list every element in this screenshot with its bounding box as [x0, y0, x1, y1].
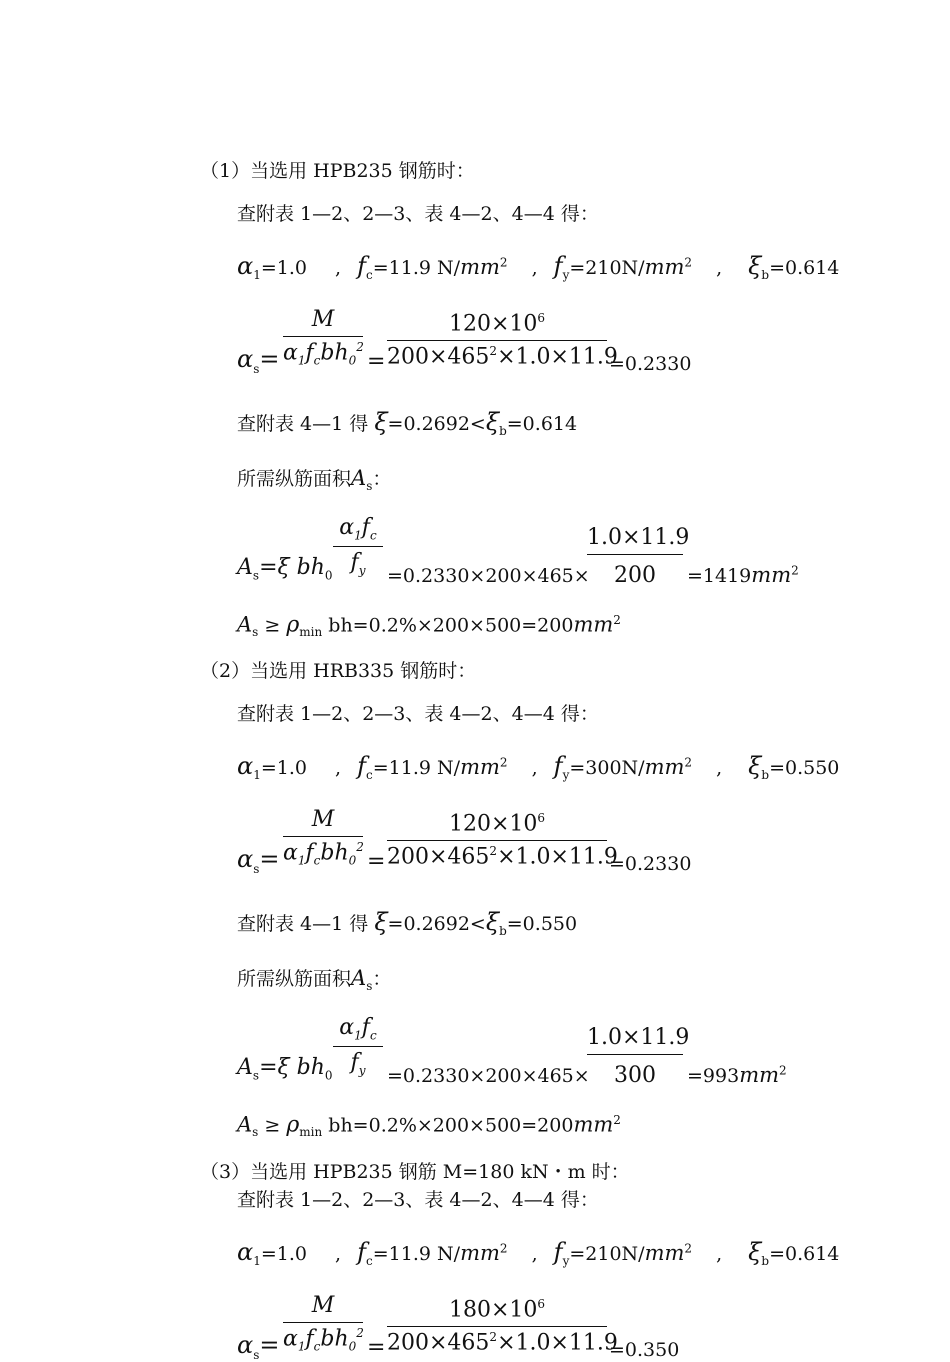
- alpha-s-den2b: ×1.0×11.9: [497, 844, 618, 870]
- as-result: =1419: [687, 565, 752, 587]
- alpha-s-den2: 200×465: [387, 844, 490, 870]
- alpha-s-num2: 180×10: [448, 1297, 538, 1323]
- area-colon: ：: [372, 968, 392, 990]
- as-den: 300: [614, 1063, 656, 1088]
- document-page: （1）当选用 HPB235 钢筋时： 查附表 1—2、2—3、表 4—2、4—4 得： $\alpha_1=1.0$ , $f_c=11.9$ $N/mm^2$ , $f_y=210N/mm^2$ , $\xi_b=0.614$ $\alpha_s=$ M $\alpha_1f_cbh_0^2$ = $120\times 10^6$ $200\times 465^2\times 1.0\times 11.9$ =0.2330 查附表 4—1 得 $\xi=0.2692<\xi_b=0.614$ 所需纵筋面积$A_s$： $A_s=\xi$ $bh_0$ $\alpha_1f_c$ $f_y$ =0.2330×200×465× $\frac{1.0\times 11.9}{200}$ $=1419mm^2$ $A_s \ge \rho_{min}$ $bh=0.2\%\times 200\times 500=200mm^2$ （2）当选用 HRB335 钢筋时： 查附表 1—2、2—3、表 4—2、4—4 得： $\alpha_1=1.0$ , $f_c=11.9$ $N/mm^2$ , $f_y=300N/mm^2$ , $\xi_b=0.550$ $\alpha_s=$ M $\alpha_1f_cbh_0^2$ = $120\times 10^6$ $200\times 465^2\times 1.0\times 11.9$ =0.2330 查附表 4—1 得 $\xi=0.2692<\xi_b=0.550$ 所需纵筋面积$A_s$： $A_s=\xi$ $bh_0$ $\alpha_1f_c$ $f_y$ =0.2330×200×465× $\frac{1.0\times 11.9}{300}$ $=993mm^2$ $A_s \ge \rho_{min}$ $bh=0.2\%\times 200\times 500=200mm^2$ （3）当选用 HPB235 钢筋 M=180 kN・m 时： 查附表 1—2、2—3、表 4—2、4—4 得： $\alpha_1=1.0$ , $f_c=11.9$ $N/mm^2$ , $f_y=210N/mm^2$ , $\xi_b=0.614$ $\alpha_s=$ M $\alpha_1f_cbh_0^2$ = $180\times 10^6$ $200\times 465^2\times 1.0\times 11.9$ =0.350: [200, 160, 840, 1362]
- xib-value: =0.614: [769, 257, 840, 279]
- section-3-heading: （3）当选用 HPB235 钢筋 M=180 kN・m 时：: [200, 1161, 630, 1183]
- alpha-s-num: M: [283, 807, 363, 837]
- fc-value: =11.9 N/: [372, 257, 461, 279]
- area-colon: ：: [372, 468, 392, 490]
- section-2-min-line: $A_s \ge \rho_{min}$ $bh=0.2\%\times 200\times 500=200mm^2$: [237, 1112, 621, 1140]
- section-2-xi-line: 查附表 4—1 得 $\xi=0.2692<\xi_b=0.550$: [237, 908, 578, 938]
- as-num: 1.0×11.9: [587, 525, 683, 555]
- alpha-s-num2: 120×10: [448, 811, 538, 837]
- alpha-s-den2: 200×465: [387, 1330, 490, 1356]
- alpha-s-result: =0.2330: [609, 353, 692, 375]
- xi-line-pre: 查附表 4—1 得: [237, 413, 369, 435]
- area-label-text: 所需纵筋面积: [237, 968, 352, 990]
- xi-line-mid: =0.2692<: [387, 413, 486, 435]
- alpha-s-num2: 120×10: [448, 311, 538, 337]
- xi-line-mid: =0.2692<: [387, 913, 486, 935]
- alpha-s-result: =0.350: [609, 1339, 680, 1361]
- alpha-s-num: M: [283, 1293, 363, 1323]
- fc-value: =11.9 N/: [372, 1243, 461, 1265]
- as-mid: =0.2330×200×465×: [387, 565, 590, 587]
- alpha-s-den2: 200×465: [387, 344, 490, 370]
- fy-value: =210N/: [569, 1243, 645, 1265]
- alpha-s-result: =0.2330: [609, 853, 692, 875]
- section-1-xi-line: 查附表 4—1 得 $\xi=0.2692<\xi_b=0.614$: [237, 408, 578, 438]
- min-unit: mm: [573, 1112, 614, 1137]
- section-2-lookup: 查附表 1—2、2—3、表 4—2、4—4 得：: [237, 703, 599, 725]
- as-unit: mm: [739, 1063, 780, 1087]
- fy-value: =300N/: [569, 757, 645, 779]
- alpha1-value: =1.0: [260, 757, 307, 779]
- xib-value: =0.550: [769, 757, 840, 779]
- as-mid: =0.2330×200×465×: [387, 1065, 590, 1087]
- fc-value: =11.9 N/: [372, 757, 461, 779]
- min-line-text: bh=0.2%×200×500=200: [328, 1114, 574, 1137]
- xi-line-post: =0.550: [506, 913, 578, 935]
- as-unit: mm: [751, 563, 792, 587]
- section-3-lookup: 查附表 1—2、2—3、表 4—2、4—4 得：: [237, 1189, 599, 1211]
- alpha1-value: =1.0: [260, 1243, 307, 1265]
- alpha1-value: =1.0: [260, 257, 307, 279]
- alpha-s-num: M: [283, 307, 363, 337]
- fy-unit: mm: [644, 1241, 685, 1265]
- fc-unit: mm: [460, 255, 500, 279]
- section-1-lookup: 查附表 1—2、2—3、表 4—2、4—4 得：: [237, 203, 599, 225]
- section-3-params: $\alpha_1=1.0$ , $f_c=11.9$ $N/mm^2$ , $f_y=210N/mm^2$ , $\xi_b=0.614$: [237, 1238, 840, 1268]
- fc-unit: mm: [460, 755, 500, 779]
- as-result: =993: [687, 1065, 740, 1087]
- min-unit: mm: [573, 612, 614, 637]
- section-2-heading: （2）当选用 HRB335 钢筋时：: [200, 660, 477, 682]
- alpha-s-den2b: ×1.0×11.9: [497, 1330, 618, 1356]
- section-2-params: $\alpha_1=1.0$ , $f_c=11.9$ $N/mm^2$ , $f_y=300N/mm^2$ , $\xi_b=0.550$: [237, 752, 840, 782]
- section-1-area-label: 所需纵筋面积$A_s$：: [237, 466, 392, 493]
- xi-line-post: =0.614: [506, 413, 578, 435]
- section-2-area-label: 所需纵筋面积$A_s$：: [237, 966, 392, 993]
- alpha-s-den2b: ×1.0×11.9: [497, 344, 618, 370]
- xib-value: =0.614: [769, 1243, 840, 1265]
- fy-unit: mm: [644, 255, 685, 279]
- area-label-text: 所需纵筋面积: [237, 468, 352, 490]
- min-line-text: bh=0.2%×200×500=200: [328, 614, 574, 637]
- fy-value: =210N/: [569, 257, 645, 279]
- fc-unit: mm: [460, 1241, 500, 1265]
- xi-line-pre: 查附表 4—1 得: [237, 913, 369, 935]
- section-1-heading: （1）当选用 HPB235 钢筋时：: [200, 160, 475, 182]
- as-den: 200: [614, 563, 656, 588]
- fy-unit: mm: [644, 755, 685, 779]
- section-1-params: $\alpha_1=1.0$ , $f_c=11.9$ $N/mm^2$ , $f_y=210N/mm^2$ , $\xi_b=0.614$: [237, 252, 840, 282]
- as-num: 1.0×11.9: [587, 1025, 683, 1055]
- section-1-min-line: $A_s \ge \rho_{min}$ $bh=0.2\%\times 200\times 500=200mm^2$: [237, 612, 621, 640]
